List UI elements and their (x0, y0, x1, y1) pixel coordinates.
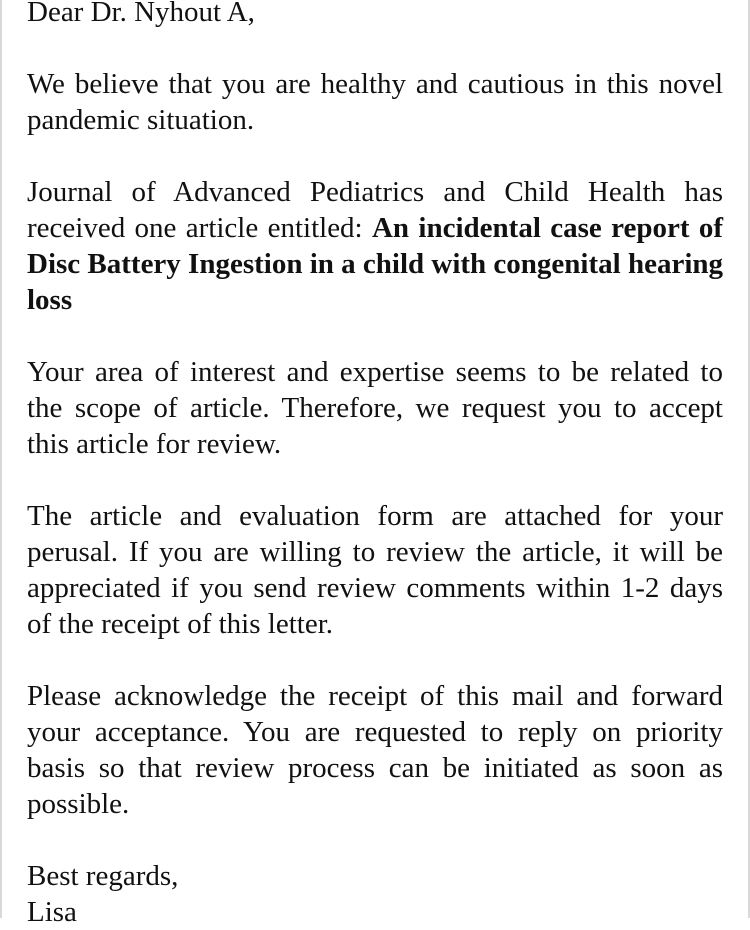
paragraph-expertise: Your area of interest and expertise seems to be related to the scope of article. Therefore, we request you to accept this article for review. (27, 356, 723, 460)
email-body (27, 0, 723, 930)
article-received-intro: Journal of Advanced Pediatrics and Child Health has received one article entitled: (27, 176, 723, 244)
signature: Lisa (27, 896, 77, 928)
article-title: An incidental case report of Disc Battery Ingestion in a child with congenital hearing loss (27, 212, 724, 316)
paragraph-attachment: The article and evaluation form are attached for your perusal. If you are willing to review the article, it will be appreciated if you send review comments within 1-2 days of the receipt of this letter. (27, 500, 723, 640)
paragraph-article-received (27, 174, 723, 318)
greeting: Dear Dr. Nyhout A, (27, 0, 255, 28)
paragraph-wellbeing: We believe that you are healthy and cautious in this novel pandemic situation. (27, 68, 723, 136)
paragraph-acknowledge: Please acknowledge the receipt of this mail and forward your acceptance. You are requested to reply on priority basis so that review process can be initiated as soon as possible. (27, 680, 723, 820)
closing-phrase: Best regards, (27, 860, 179, 892)
closing (27, 858, 723, 930)
